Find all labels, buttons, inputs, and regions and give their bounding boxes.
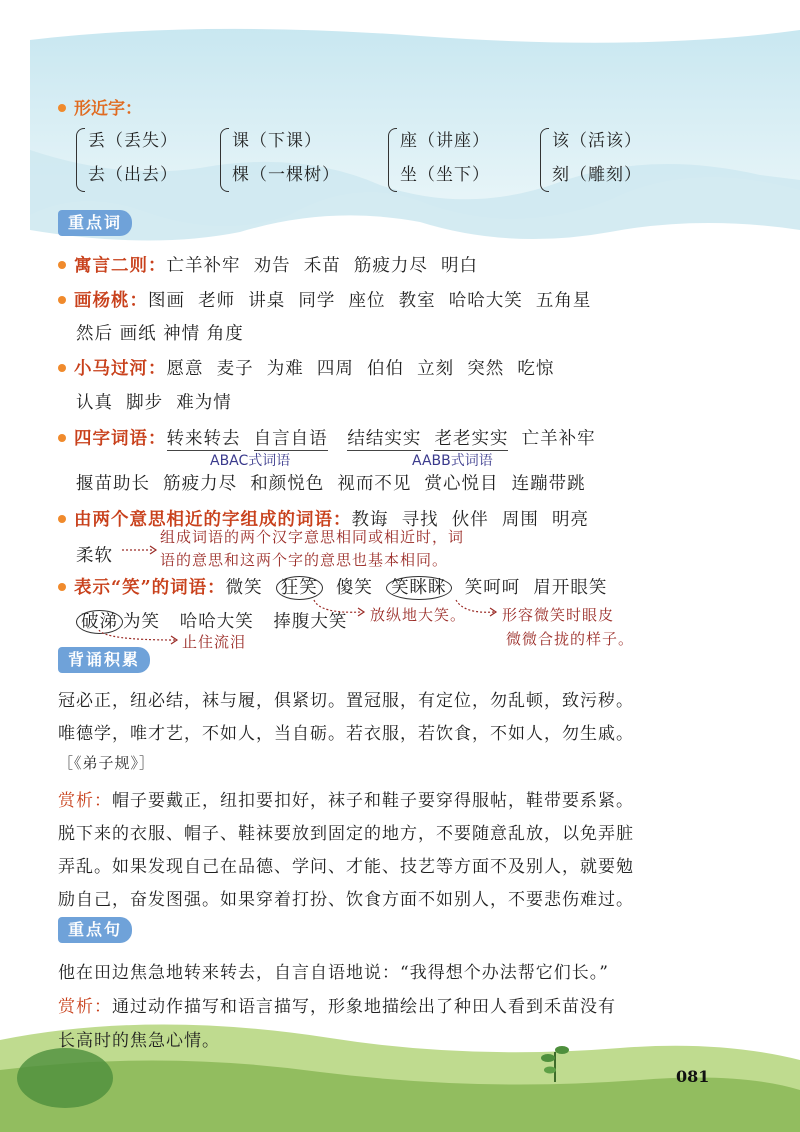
char-pair-top: 座（讲座）: [400, 131, 490, 151]
vocab-label: 四字词语：: [74, 429, 167, 449]
char-pair-top: 丢（丢失）: [88, 131, 178, 151]
vocab-row-xiao: [58, 574, 607, 599]
bullet-icon: [58, 434, 66, 442]
xiao-word-circled: 破涕: [76, 610, 123, 634]
vocab-row-sizi: [58, 425, 596, 450]
xiao-word: 捧腹大笑: [273, 612, 348, 632]
xingjinzi-group-4: [552, 124, 642, 192]
mimi-note-line1: 形容微笑时眼皮: [502, 606, 615, 624]
recite-analysis-3: 弄乱。如果发现自己在品德、学问、才能、技艺等方面不及别人，就要勉: [58, 857, 634, 877]
xiao-word: 为笑: [123, 612, 160, 632]
vocab-row-yisi-2: 柔软: [76, 546, 113, 566]
xingjinzi-group-2: [232, 124, 340, 192]
yisi-note-line2: 语的意思和这两个字的意思也基本相同。: [160, 551, 449, 569]
xiao-word: 笑呵呵: [464, 578, 521, 598]
vocab-label: 表示“笑”的词语：: [74, 578, 226, 598]
char-pair-top: 课（下课）: [232, 131, 322, 151]
analysis-label: 赏析：: [58, 997, 112, 1017]
recite-analysis-4: 励自己，奋发图强。如果穿着打扮、饮食方面不如别人，不要悲伤难过。: [58, 890, 634, 910]
vocab-words: 愿意 麦子 为难 四周 伯伯 立刻 突然 吃惊: [166, 359, 555, 379]
recite-analysis-1: [58, 786, 634, 811]
vocab-label: 小马过河：: [74, 359, 167, 379]
bullet-icon: [58, 583, 66, 591]
brace-icon: [388, 128, 397, 192]
poti-note: 止住流泪: [182, 633, 247, 651]
brace-icon: [220, 128, 229, 192]
word-abac-1: 转来转去: [166, 429, 241, 449]
key-sentence-analysis-1: [58, 992, 616, 1017]
arrow-icon: [310, 598, 370, 620]
bullet-icon: [58, 296, 66, 304]
word-aabb-1: 结结实实: [347, 429, 422, 449]
word-plain: 亡羊补牢: [521, 429, 596, 449]
recite-analysis-2: 脱下来的衣服、帽子、鞋袜要放到固定的地方，不要随意乱放，以免弄脏: [58, 824, 634, 844]
analysis-label: 赏析：: [58, 791, 112, 811]
vocab-row-huayangtao-2: 然后 画纸 神情 角度: [76, 324, 244, 344]
xingjinzi-group-3: [400, 124, 490, 192]
mimi-note-line2: 微微合拢的样子。: [506, 630, 635, 648]
xiao-word-circled: 笑眯眯: [386, 576, 452, 600]
vocab-row-xiaoma-2: 认真 脚步 难为情: [76, 393, 232, 413]
vocab-words: 图画 老师 讲桌 同学 座位 教室 哈哈大笑 五角星: [148, 291, 592, 311]
char-pair-top: 该（活该）: [552, 131, 642, 151]
analysis-text: 通过动作描写和语言描写，形象地描绘出了种田人看到禾苗没有: [112, 997, 616, 1017]
yisi-note-line1: 组成词语的两个汉字意思相同或相近时，词: [160, 528, 465, 546]
brace-icon: [76, 128, 85, 192]
bullet-icon: [58, 261, 66, 269]
recite-line-1: 冠必正，纽必结，袜与履，俱紧切。置冠服，有定位，勿乱顿，致污秽。: [58, 691, 634, 711]
bullet-icon: [58, 364, 66, 372]
char-pair-bottom: 去（出去）: [88, 165, 178, 185]
xingjinzi-group-1: [88, 124, 178, 192]
vocab-label: 由两个意思相近的字组成的词语：: [74, 510, 352, 530]
char-pair-bottom: 刻（雕刻）: [552, 165, 642, 185]
xiao-word: 傻笑: [335, 578, 373, 598]
vocab-row-xiaoma: [58, 355, 554, 380]
abac-annotation: ABAC式词语: [210, 453, 291, 469]
kuangxiao-note: 放纵地大笑。: [370, 606, 467, 624]
aabb-annotation: AABB式词语: [412, 453, 493, 469]
vocab-words: 亡羊补牢 劝告 禾苗 筋疲力尽 明白: [166, 256, 479, 276]
bullet-icon: [58, 515, 66, 523]
vocab-label: 寓言二则：: [74, 256, 167, 276]
word-abac-2: 自言自语: [253, 429, 328, 449]
vocab-label: 画杨桃：: [74, 291, 148, 311]
section-tag-recite: 背诵积累: [58, 647, 150, 673]
vocab-row-huayangtao: [58, 287, 591, 312]
key-sentence: 他在田边焦急地转来转去，自言自语地说：“我得想个办法帮它们长。”: [58, 963, 609, 983]
key-sentence-analysis-2: 长高时的焦急心情。: [58, 1031, 220, 1051]
xingjinzi-heading: 形近字：: [58, 94, 142, 119]
vocab-row-sizi-2: 揠苗助长 筋疲力尽 和颜悦色 视而不见 赏心悦目 连蹦带跳: [76, 474, 586, 494]
bullet-icon: [58, 104, 66, 112]
arrow-icon: [120, 540, 160, 560]
char-pair-bottom: 坐（坐下）: [400, 165, 490, 185]
recite-source: ［《弟子规》］: [58, 754, 156, 772]
bottom-grass-decoration: [0, 1000, 800, 1132]
xiao-word: 哈哈大笑: [179, 612, 254, 632]
recite-line-2: 唯德学，唯才艺，不如人，当自砺。若衣服，若饮食，不如人，勿生戚。: [58, 724, 634, 744]
brace-icon: [540, 128, 549, 192]
analysis-text: 帽子要戴正，纽扣要扣好，袜子和鞋子要穿得服帖，鞋带要系紧。: [112, 791, 634, 811]
xiao-word: 微笑: [225, 578, 263, 598]
xiao-word-circled: 狂笑: [276, 576, 323, 600]
word-aabb-2: 老老实实: [434, 429, 509, 449]
section-tag-key-words: 重点词: [58, 210, 132, 236]
section-tag-key-sentence: 重点句: [58, 917, 132, 943]
page-number: 081: [676, 1067, 710, 1086]
arrow-icon: [452, 598, 502, 620]
vocab-words: 教诲 寻找 伙伴 周围 明亮: [351, 510, 590, 530]
xiao-word: 眉开眼笑: [533, 578, 608, 598]
vocab-row-yuyan: [58, 252, 478, 277]
char-pair-bottom: 棵（一棵树）: [232, 165, 340, 185]
